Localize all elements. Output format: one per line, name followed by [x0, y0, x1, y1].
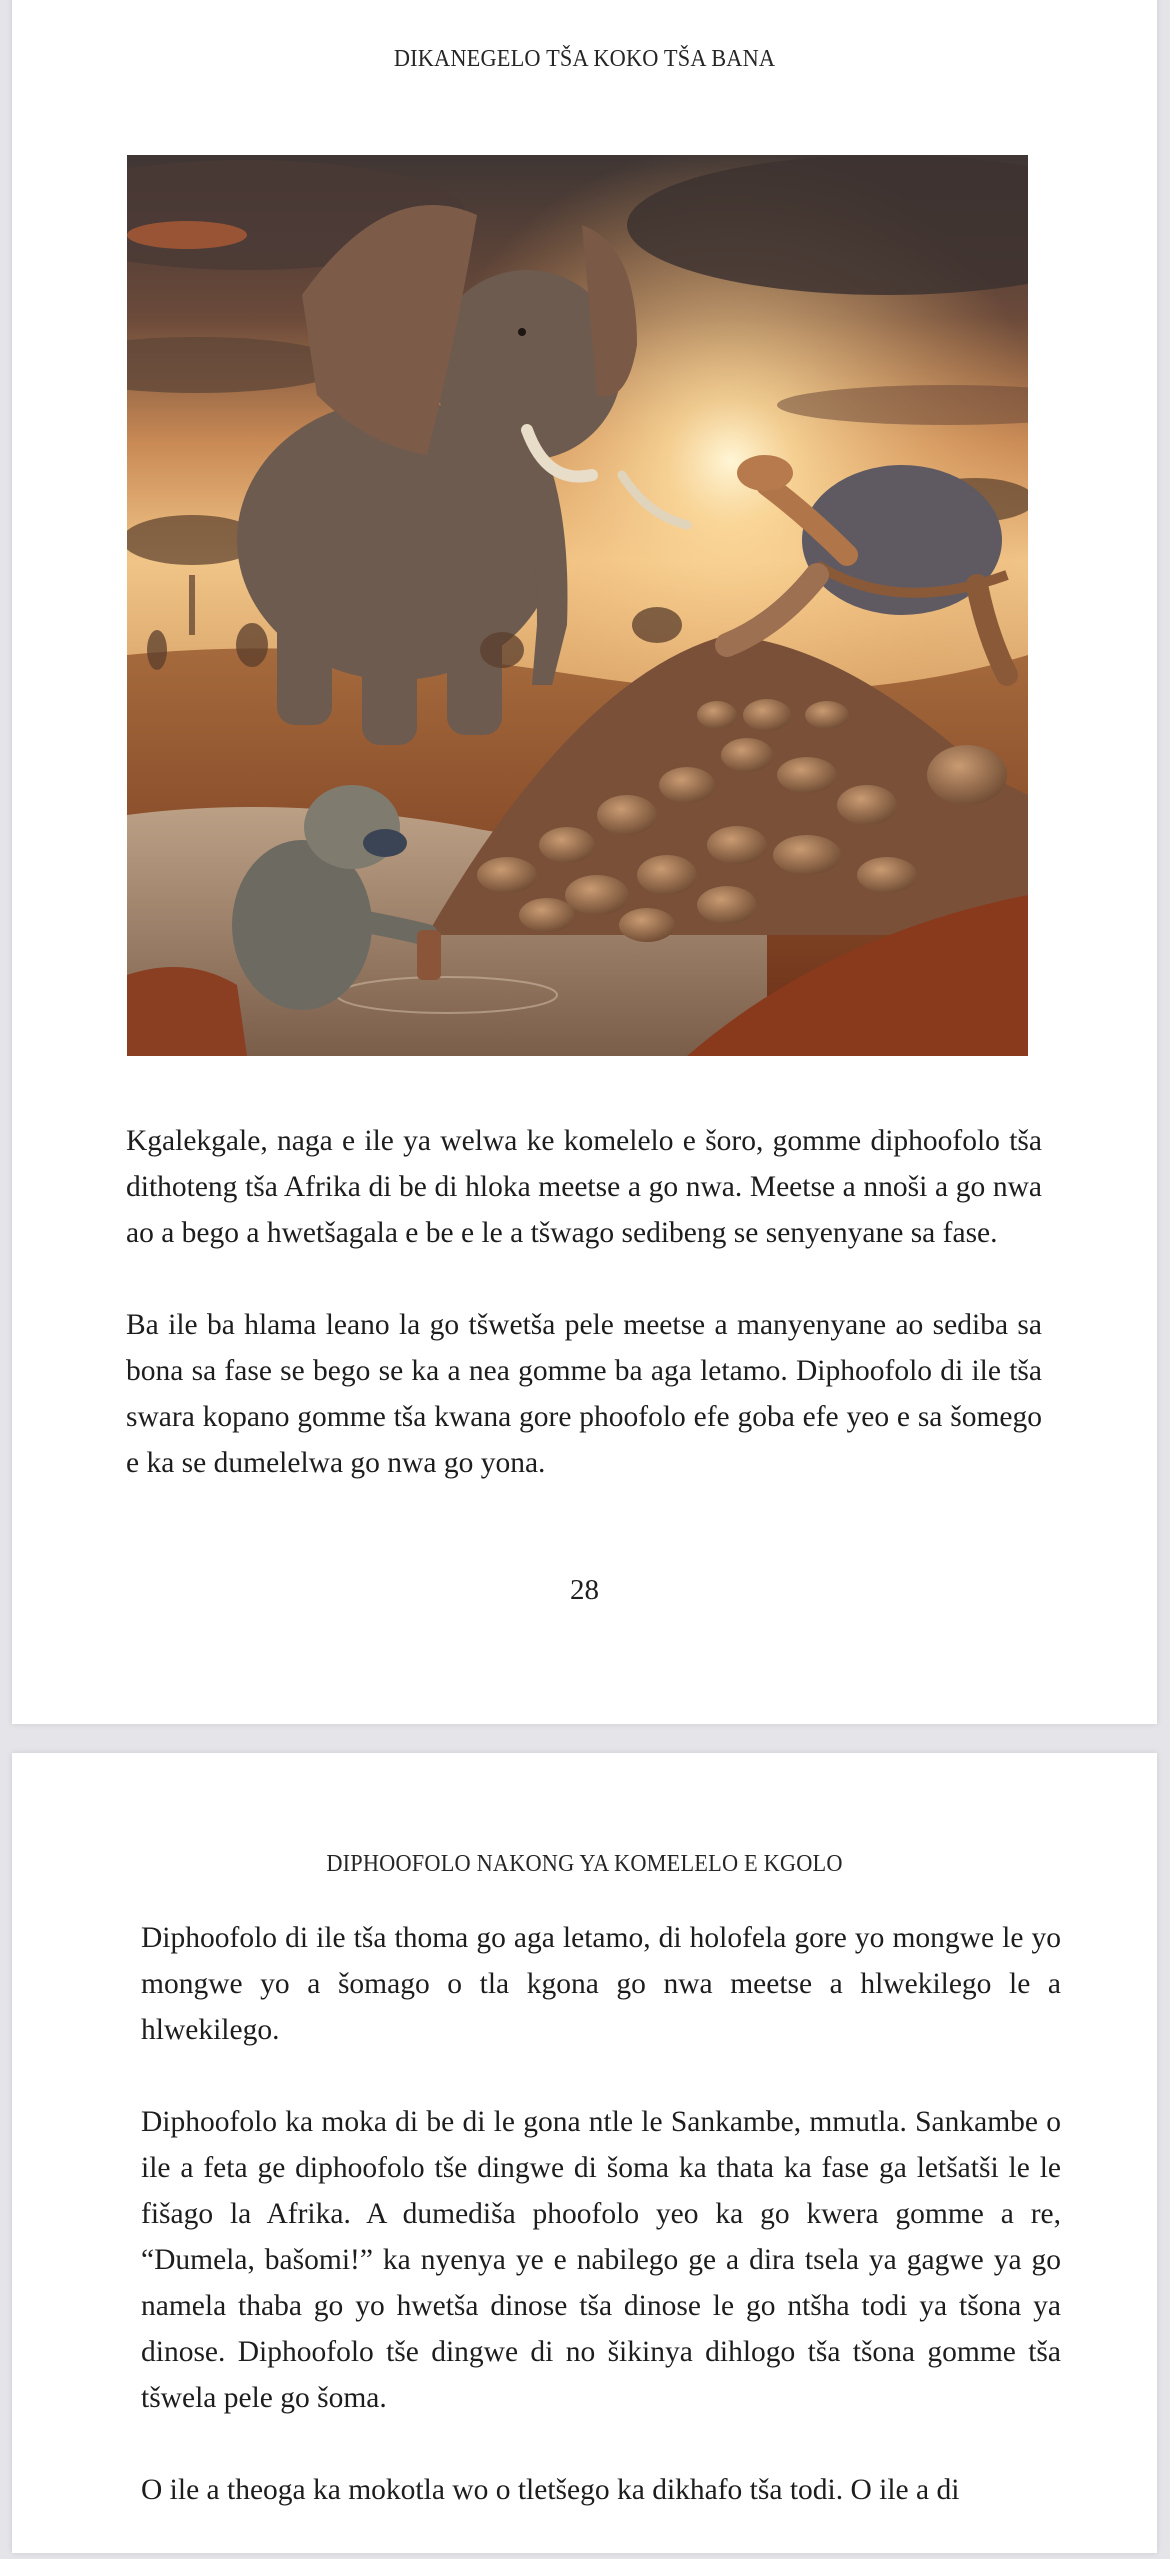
book-page-29 [12, 1753, 1157, 2553]
illustration-elephant-tortoise-baboon-icon [127, 155, 1028, 1056]
paragraph: Diphoofolo di ile tša thoma go aga letamo, di holofela gore yo mongwe le yo mongwe yo a šomago o tla kgona go nwa meetse a hlwekilego le a hlwekilego. [141, 1922, 1061, 2046]
paragraph: O ile a theoga ka mokotla wo o tletšego ka dikhafo tša todi. O ile a di [141, 2474, 960, 2506]
paragraph: Kgalekgale, naga e ile ya welwa ke komelelo e šoro, gomme diphoofolo tša dithoteng tša Afrika di be di hloka meetse a go nwa. Meetse a nnoši a go nwa ao a bego a hwetšagala e be e le a tšwago sedibeng se senyenyane sa fase. [126, 1125, 1042, 1249]
body-text [126, 1118, 1042, 1532]
running-head: DIKANEGELO TŠA KOKO TŠA BANA [393, 46, 776, 72]
paragraph: Ba ile ba hlama leano la go tšwetša pele meetse a manyenyane ao sediba sa bona sa fase se bego se ka a nea gomme ba aga letamo. Diphoofolo di ile tša swara kopano gomme tša kwana gore phoofolo efe goba efe yeo e sa šomego e ka se dumelelwa go nwa go yona. [126, 1309, 1042, 1479]
book-page-28 [12, 0, 1157, 1724]
body-text [141, 1915, 1061, 2559]
paragraph: Diphoofolo ka moka di be di le gona ntle le Sankambe, mmutla. Sankambe o ile a feta ge diphoofolo tše dingwe di šoma ka thata ka fase ga letšatši le le fišago la Afrika. A dumediša phoofolo yeo ka go kwera gomme a re, “Dumela, bašomi!” ka nyenya ye e nabilego ge a dira tsela ya gagwe ya go namela thaba go yo hwetša dinose tša dinose le go ntšha todi ya tšona ya dinose. Diphoofolo tše dingwe di no šikinya dihlogo tša tšona gomme tša tšwela pele go šoma. [141, 2106, 1061, 2414]
running-head: DIPHOOFOLO NAKONG YA KOMELELO E KGOLO [326, 1851, 843, 1877]
page-number: 28 [570, 1574, 599, 1606]
